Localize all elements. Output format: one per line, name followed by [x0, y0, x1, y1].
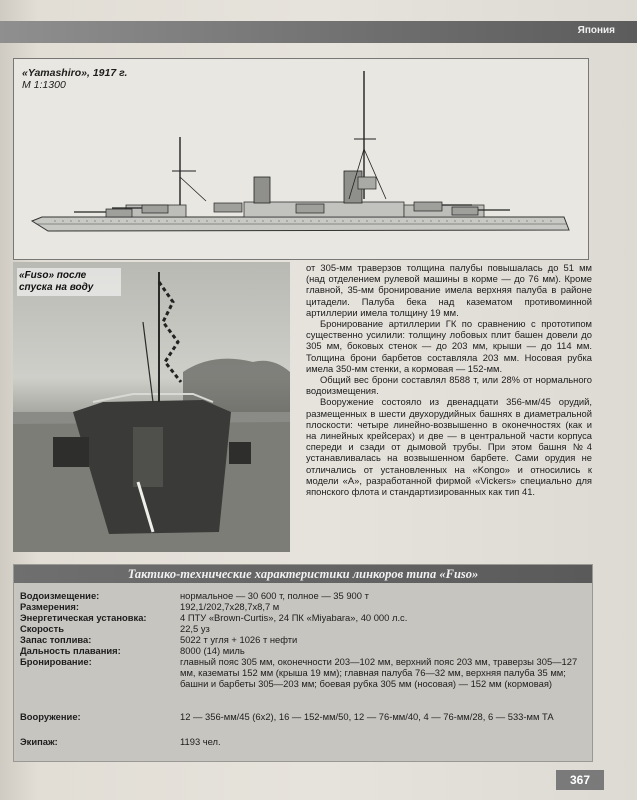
battleship-profile-drawing: [14, 59, 588, 259]
spec-label: Вооружение:: [20, 711, 81, 722]
paragraph: Вооружение состояло из двенадцати 356-мм/45 орудий, размещенных в шести двухорудийных башнях в диаметральной плоскости: четыре линейно-возвышенно в оконечностях (как и на линейных крейсерах) и две — в центральной части корпуса спереди и сзади от дымовой трубы. При этом башня №4 устанавливалась на возвышенном барбете. Сами орудия не отличались от установленных на «Kongo» и относились к модели «А», разработанной фирмой «Vickers» специально для японского флота и стандартизированных как тип 41.: [306, 396, 592, 498]
spec-value: главный пояс 305 мм, оконечности 203—102 мм, верхний пояс 203 мм, траверзы 305—127 мм, казематы 152 мм (крыша 19 мм); главная палуба 76—32 мм, верхняя палуба 35 мм; башни и барбеты 305—203 мм; боевая рубка 305 мм (носовая) — 152 мм (кормовая): [180, 656, 578, 689]
spec-value: 192,1/202,7х28,7х8,7 м: [180, 601, 280, 612]
paragraph: Общий вес брони составлял 8588 т, или 28% от нормального водоизмещения.: [306, 374, 592, 397]
photo-caption: «Fuso» после спуска на воду: [17, 268, 121, 296]
ship-drawing-panel: [13, 58, 589, 260]
drawing-title: «Yamashiro», 1917 г.: [22, 67, 128, 79]
spec-label: Запас топлива:: [20, 634, 92, 645]
spec-value: 8000 (14) миль: [180, 645, 245, 656]
article-text: [306, 262, 592, 497]
spec-label: Экипаж:: [20, 736, 58, 747]
spec-label: Водоизмещение:: [20, 590, 100, 601]
spec-label: Дальность плавания:: [20, 645, 121, 656]
spec-value: 5022 т угля + 1026 т нефти: [180, 634, 298, 645]
spec-label: Размерения:: [20, 601, 79, 612]
launch-photo: [13, 262, 290, 552]
section-label: Япония: [577, 25, 615, 36]
spec-value: 12 — 356-мм/45 (6х2), 16 — 152-мм/50, 12 — 76-мм/40, 4 — 76-мм/28, 6 — 533-мм ТА: [180, 711, 554, 722]
spec-label: Энергетическая установка:: [20, 612, 147, 623]
spec-label: Скорость: [20, 623, 64, 634]
spec-value: нормальное — 30 600 т, полное — 35 900 т: [180, 590, 369, 601]
section-header: [0, 21, 637, 43]
specifications-table: [13, 564, 593, 762]
specifications-title: Тактико-технические характеристики линкоров типа «Fuso»: [14, 565, 592, 583]
spec-value: 4 ПТУ «Brown-Curtis», 24 ПК «Miyabara», 40 000 л.с.: [180, 612, 408, 623]
drawing-scale: М 1:1300: [22, 79, 66, 91]
ship-photo-image: [13, 262, 290, 552]
spec-value: 1193 чел.: [180, 736, 221, 747]
paragraph: Бронирование артиллерии ГК по сравнению с прототипом существенно усилили: толщину лобовых плит башен довели до 305 мм, боковых стенок — до 203 мм, крыши — до 114 мм. Толщина брони барбетов составляла 203 мм. Носовая рубка имела 350-мм стенки, а кормовая — 152-мм.: [306, 318, 592, 374]
page-number: 367: [556, 770, 604, 790]
spec-label: Бронирование:: [20, 656, 92, 667]
spec-value: 22,5 уз: [180, 623, 210, 634]
paragraph: от 305-мм траверзов толщина палубы повышалась до 51 мм (над отделением рулевой машины в корме — до 76 мм). Кроме главной, 35-мм бронирование имела верхняя палуба в районе цитадели. Палуба бека над казематом противоминной артиллерии имела толщину 19 мм.: [306, 262, 592, 318]
